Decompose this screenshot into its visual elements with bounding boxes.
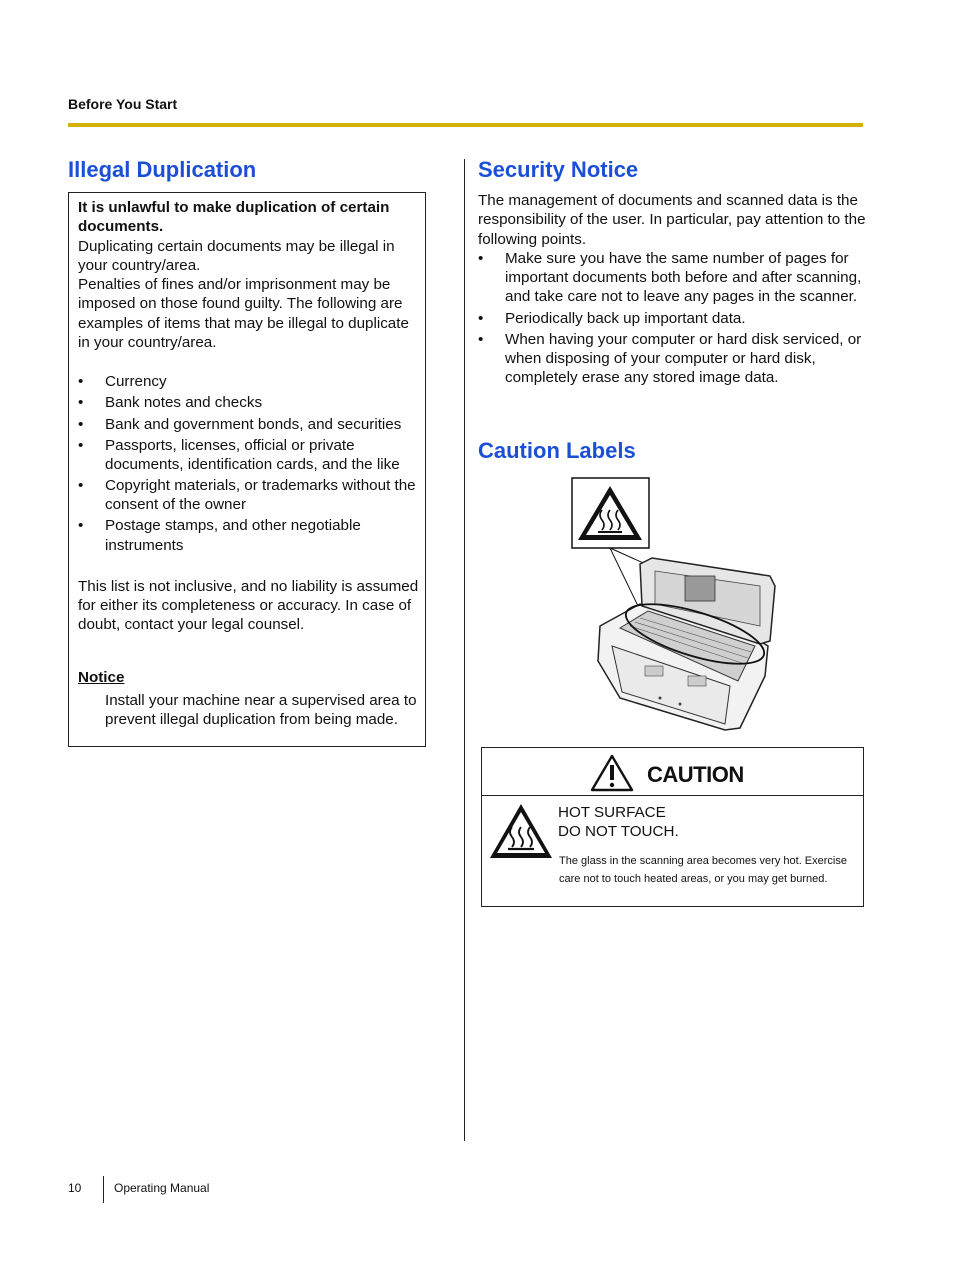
caution-heading: CAUTION xyxy=(647,762,744,787)
header-rule xyxy=(68,123,863,127)
hot-surface-description: The glass in the scanning area becomes very hot. Exercise care not to touch heated areas, or you may get burned. xyxy=(559,855,847,885)
security-notice-body xyxy=(478,191,866,389)
page-number: 10 xyxy=(68,1181,82,1195)
illegal-para-1: Duplicating certain documents may be illegal in your country/area. xyxy=(78,237,395,274)
list-item: • Periodically back up important data. xyxy=(478,309,866,328)
list-item: • Bank and government bonds, and securities xyxy=(78,415,420,434)
security-notice-heading: Security Notice xyxy=(478,157,639,182)
caution-labels-heading: Caution Labels xyxy=(478,438,636,463)
illegal-para-2: Penalties of fines and/or imprisonment may be imposed on those found guilty. The following are examples of items that may be illegal to duplicate in your country/area. xyxy=(78,276,409,352)
section-label: Before You Start xyxy=(68,96,178,112)
illegal-disclaimer: This list is not inclusive, and no liability is assumed for either its completeness or accuracy. In case of doubt, contact your legal counsel. xyxy=(78,577,419,634)
security-items-list xyxy=(478,249,866,388)
manual-title: Operating Manual xyxy=(114,1181,210,1195)
list-item: • Postage stamps, and other negotiable instruments xyxy=(78,516,420,555)
notice-title: Notice xyxy=(78,668,125,686)
notice-text: Install your machine near a supervised area to prevent illegal duplication from being made. xyxy=(105,692,417,729)
scanner-illustration xyxy=(560,476,790,734)
illegal-items-list xyxy=(78,372,420,555)
caution-label xyxy=(481,747,864,907)
illegal-duplication-box xyxy=(68,192,426,747)
warning-triangle-icon xyxy=(590,754,634,797)
hot-surface-line1: HOT SURFACE xyxy=(558,804,666,821)
list-item: • When having your computer or hard disk serviced, or when disposing of your computer or hard disk, completely erase any stored image data. xyxy=(478,330,866,388)
security-intro: The management of documents and scanned data is the responsibility of the user. In particular, pay attention to the following points. xyxy=(478,192,866,248)
illegal-duplication-heading: Illegal Duplication xyxy=(68,157,257,182)
list-item: • Bank notes and checks xyxy=(78,393,420,412)
list-item: • Currency xyxy=(78,372,420,391)
caution-header xyxy=(482,748,863,796)
list-item: • Make sure you have the same number of pages for important documents both before and after scanning, and take care not to leave any pages in the scanner. xyxy=(478,249,866,307)
list-item: • Passports, licenses, official or private documents, identification cards, and the like xyxy=(78,436,420,475)
illegal-warning: It is unlawful to make duplication of certain documents. xyxy=(78,199,390,236)
hot-surface-icon xyxy=(489,803,553,864)
footer-divider xyxy=(103,1176,104,1203)
column-divider xyxy=(464,159,465,1141)
hot-surface-line2: DO NOT TOUCH. xyxy=(558,823,679,840)
list-item: • Copyright materials, or trademarks without the consent of the owner xyxy=(78,476,420,515)
